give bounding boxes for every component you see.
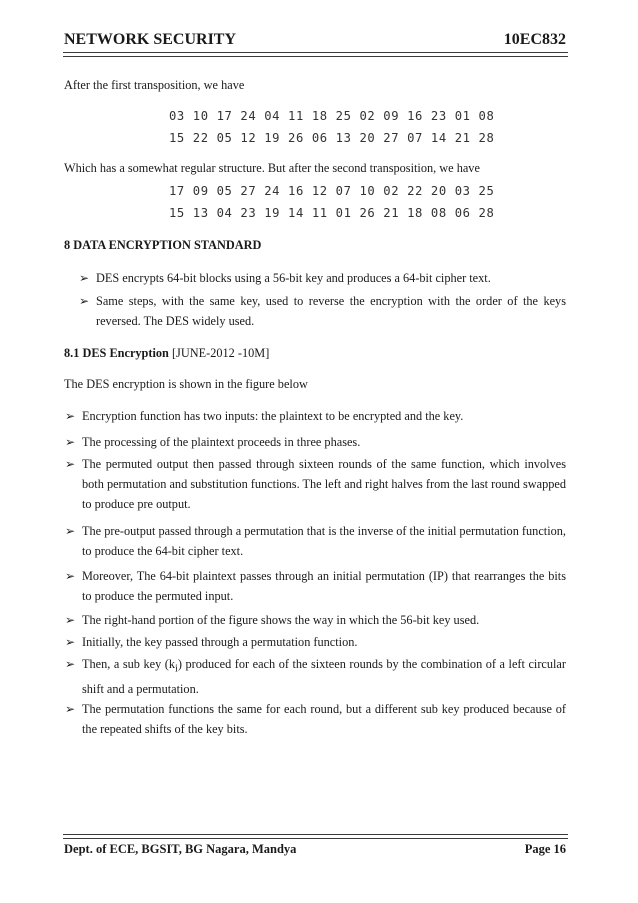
bullet-arrow-icon: ➢ — [65, 569, 76, 583]
bullet-arrow-icon: ➢ — [65, 613, 76, 627]
bullet-arrow-icon: ➢ — [65, 435, 76, 449]
section-81-bullet-7: Initially, the key passed through a permutation function. — [82, 635, 358, 649]
bullet-arrow-icon: ➢ — [65, 702, 76, 716]
bullet-arrow-icon: ➢ — [65, 524, 76, 538]
footer-department: Dept. of ECE, BGSIT, BG Nagara, Mandya — [64, 842, 297, 856]
section-81-bullet-8: The permutation functions the same for each round, but a different sub key produced because of the repeated shifts of the key bits. — [82, 702, 566, 736]
matrix2-row-1: 17 09 05 27 24 16 12 07 10 02 22 20 03 25 — [169, 184, 495, 198]
page-footer — [64, 842, 566, 857]
subkey-text-before: Then, a sub key (k — [82, 657, 175, 671]
section-8-bullet-2: Same steps, with the same key, used to reverse the encryption with the order of the keys reversed. The DES widely used. — [96, 294, 566, 328]
bullet-arrow-icon: ➢ — [65, 457, 76, 471]
section-81-bullet-3: The permuted output then passed through sixteen rounds of the same function, which involves both permutation and substitution functions. The left and right halves from the last round swapped to produce pre output. — [82, 457, 566, 511]
matrix2-row-2: 15 13 04 23 19 14 11 01 26 21 18 08 06 28 — [169, 206, 495, 220]
section-81-bullet-2: The processing of the plaintext proceeds in three phases. — [82, 435, 361, 449]
footer-page-number: Page 16 — [524, 842, 566, 856]
section-81-bullet-subkey — [82, 654, 566, 699]
section-81-heading-note: [JUNE-2012 -10M] — [168, 346, 270, 360]
matrix1-row-2: 15 22 05 12 19 26 06 13 20 27 07 14 21 28 — [169, 131, 495, 145]
subkey-text-after: ) produced for each of the sixteen rounds by the combination of a left circular shift and a permutation. — [82, 657, 566, 697]
section-81-heading — [64, 345, 269, 362]
bullet-arrow-icon: ➢ — [79, 271, 90, 285]
bullet-arrow-icon: ➢ — [79, 294, 90, 308]
section-81-bullet-1: Encryption function has two inputs: the plaintext to be encrypted and the key. — [82, 409, 464, 423]
intro-text: After the first transposition, we have — [64, 78, 245, 92]
footer-rule — [63, 834, 568, 839]
section-81-intro: The DES encryption is shown in the figure below — [64, 377, 308, 391]
bullet-arrow-icon: ➢ — [65, 409, 76, 423]
header-rule — [63, 52, 568, 57]
subkey-subscript: i — [175, 663, 178, 675]
section-81-heading-title: 8.1 DES Encryption — [64, 346, 169, 360]
bullet-arrow-icon: ➢ — [65, 635, 76, 649]
section-8-heading: 8 DATA ENCRYPTION STANDARD — [64, 238, 262, 252]
header-course-code: 10EC832 — [503, 31, 566, 48]
middle-text: Which has a somewhat regular structure. But after the second transposition, we have — [64, 161, 480, 175]
matrix1-row-1: 03 10 17 24 04 11 18 25 02 09 16 23 01 08 — [169, 109, 495, 123]
header-title: NETWORK SECURITY — [64, 31, 237, 48]
bullet-arrow-icon: ➢ — [65, 657, 76, 671]
section-81-bullet-6: The right-hand portion of the figure shows the way in which the 56-bit key used. — [82, 613, 480, 627]
section-81-bullet-4: The pre-output passed through a permutation that is the inverse of the initial permutation function, to produce the 64-bit cipher text. — [82, 524, 566, 558]
section-8-bullet-1: DES encrypts 64-bit blocks using a 56-bit key and produces a 64-bit cipher text. — [96, 271, 491, 285]
page-header — [64, 31, 566, 49]
section-81-bullet-5: Moreover, The 64-bit plaintext passes through an initial permutation (IP) that rearranges the bits to produce the permuted input. — [82, 569, 566, 603]
